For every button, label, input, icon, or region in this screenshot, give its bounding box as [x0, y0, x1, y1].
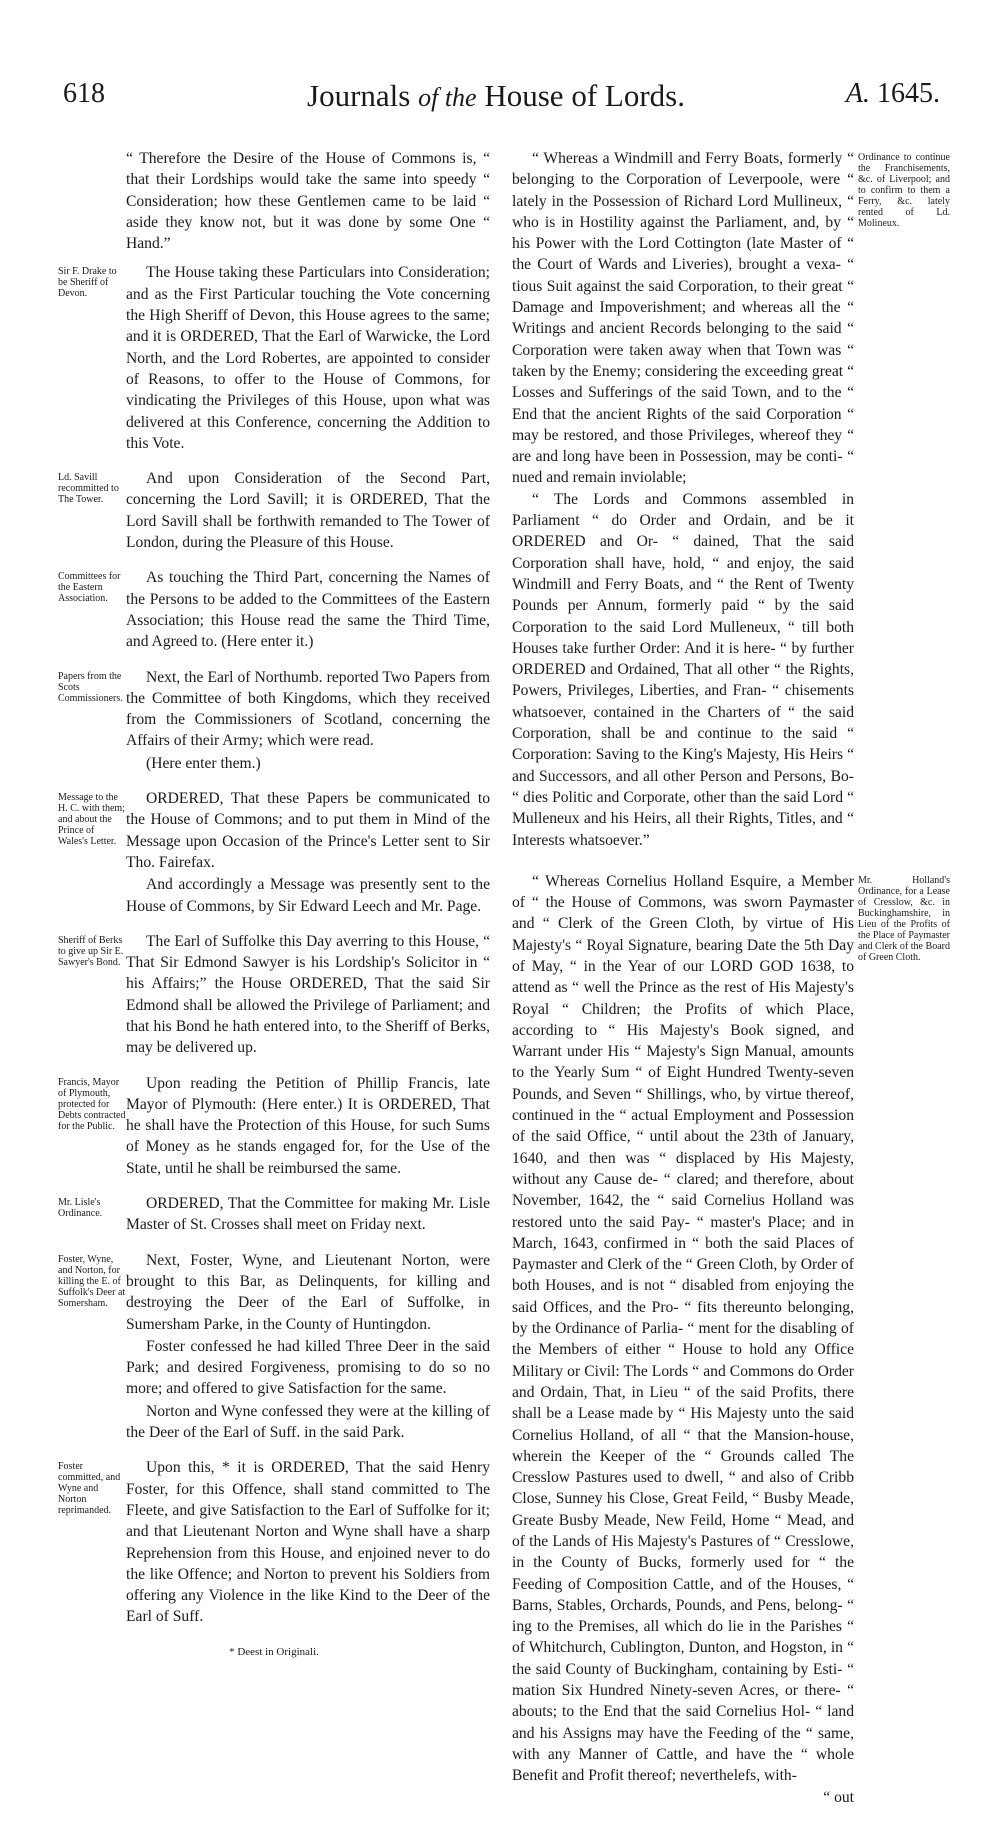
margin-note: Ld. Savill recommitted to The Tower.: [58, 472, 119, 506]
entry-deer: [58, 1250, 490, 1444]
page-header: [0, 78, 992, 132]
paragraph: And accordingly a Message was presently sent to the House of Commons, by Sir Edward Leech and Mr. Page.: [126, 876, 490, 915]
margin-note: Papers from the Scots Commissioners.: [58, 670, 123, 704]
paragraph: Next, Foster, Wyne, and Lieutenant Norton, were brought to this Bar, as Delinquents, for killing and destroying the Deer of the Earl of Suffolke, in Sumersham Parke, in the County of Huntingdon.: [126, 1251, 490, 1333]
paragraph: ORDERED, That the Committee for making Mr. Lisle Master of St. Crosses shall meet on Friday next.: [126, 1195, 490, 1234]
paragraph: “ Whereas a Windmill and Ferry Boats, formerly “ belonging to the Corporation of Leverpoole, were “ lately in the Possession of Richard Lord Mullineux, “ who is in Hostility against the Parliament, and, by “ his Power with the Lord Cottington (late Master of “ the Court of Wards and Liveries), brought a vexa- “ tious Suit against the said Corporation, to their great “ Damage and Impoverishment; and whereas all the “ Writings and ancient Records belonging to the said “ Corporation were taken away when that Town was “ taken by the Enemy; considering the exceeding great “ Losses and Sufferings of the said Town, and to the “ End that the ancient Rights of the said Corporation “ may be restored, and those Privileges, whereof they “ are and long have been in Possession, may be conti- “ nued and remain inviolable;: [512, 150, 854, 487]
margin-note: Sir F. Drake to be Sheriff of Devon.: [58, 266, 117, 300]
paragraph: Norton and Wyne confessed they were at the killing of the Deer of the Earl of Suff. in the said Park.: [126, 1402, 490, 1442]
margin-note: Committees for the Eastern Association.: [58, 571, 121, 605]
entry-sheriff-berks: [58, 931, 490, 1059]
year-prefix: A.: [845, 78, 870, 109]
paragraph: The House taking these Particulars into Consideration; and as the First Particular touching the Vote concerning the High Sheriff of Devon, this House agrees to the same; and it is ORDERED, That the Earl of Warwicke, the Lord North, and the Lord Robertes, are appointed to consider of Reasons, to offer to the House of Commons, for vindicating the Privileges of this House, upon what was delivered at this Conference, concerning the Addition to this Vote.: [126, 264, 490, 452]
entry-scots-papers: [58, 667, 490, 774]
entry-francis: [58, 1073, 490, 1179]
running-title: [0, 78, 992, 114]
paragraph: (Here enter them.): [146, 754, 261, 772]
entry-committees: [58, 567, 490, 652]
margin-note: Francis, Mayor of Plymouth, protected for Debts contracted for the Public.: [58, 1076, 126, 1132]
paragraph: “ Whereas Cornelius Holland Esquire, a Member of “ the House of Commons, was sworn Paymaster and “ Clerk of the Green Cloth, by virtue of His Majesty's “ Royal Signature, bearing Date the 5th Day of May, “ in the Year of our LORD GOD 1638, to attend as “ well the Prince as the rest of His Majesty's Royal “ Children; the Profits of which Place, according to “ His Majesty's Book signed, and Warrant under His “ Majesty's Sign Manual, amounts to the Yearly Sum “ of Eight Hundred Twenty-seven Pounds, and Seven “ Shillings, who, by virtue thereof, continued in the “ actual Employment and Possession of the said Office, “ until about the 23th of January, 1640, and then was “ displaced by His Majesty, without any Cause de- “ clared; and therefore, about November, 1642, the “ said Cornelius Holland was restored unto the said Pay- “ master's Place; and in March, 1643, confirmed in “ both the said Places of Paymaster and Clerk of the “ Green Cloth, by Order of both Houses, and is not “ disabled from enjoying the said Offices, and the Pro- “ fits thereunto belonging, by the Ordinance of Parlia- “ ment for the disabling of the Members of either “ House to hold any Office Military or Civil: The Lords “ and Commons do Order and Ordain, That, in Lieu “ of the said Profits, there shall be a Lease made by “ His Majesty unto the said Cornelius Holland, of all “ that the Mansion-house, wherein the Keeper of the “ Grounds called The Cresslow Pastures used to dwell, “ and also of Cribb Close, Sunney his Close, Great Feild, “ Busby Meade, Greate Busby Meade, New Feild, Home “ Mead, and of the Lands of His Majesty's Pastures of “ Cresslowe, in the County of Bucks, formerly used for “ the Feeding of Composition Cattle, and of the Houses, “ Barns, Stables, Orchards, Pounds, and Pens, belong- “ ing to the Premises, all which do lie in the Parishes “ of Whitchurch, Cublington, Dunton, and Hogston, in “ the said County of Buckingham, containing by Esti- “ mation Six Hundred Ninety-seven Acres, or there- “ abouts; to the End that the said Cornelius Hol- “ land and his Assigns may have the Feeding of the “ same, with any Manner of Cattle, and have the “ whole Benefit and Profit thereof; neverthelefs, with-: [512, 872, 854, 1785]
entry-lisle: [58, 1193, 490, 1236]
right-column: [512, 148, 950, 1828]
paragraph: The Earl of Suffolke this Day averring to this House, “ That Sir Edmond Sawyer is his Lordship's Solicitor in “ his Affairs;” the House ORDERED, That the said Sir Edmond shall be allowed the Privilege of Parliament; and that his Bond he hath entered into, to the Sheriff of Berks, may be delivered up.: [126, 932, 490, 1057]
intro-paragraph: “ Therefore the Desire of the House of Commons is, “ that their Lordships would take the same into speedy “ Consideration; how these Gentlemen came to be laid “ aside they know not, but it was done by some One “ Hand.”: [126, 150, 490, 253]
entry-savill: [58, 468, 490, 553]
intro-entry: [58, 148, 490, 254]
entry-holland: [512, 871, 950, 1808]
title-of: of the: [418, 83, 477, 112]
entry-message: [58, 788, 490, 917]
catchword: “ out: [823, 1788, 854, 1806]
paragraph: ORDERED, That these Papers be communicated to the House of Commons; and to put them in Mind of the Message upon Occasion of the Prince's Letter sent to Sir Tho. Fairefax.: [126, 790, 490, 871]
paragraph: As touching the Third Part, concerning the Names of the Persons to be added to the Committees of the Eastern Association; this House read the same the Third Time, and Agreed to. (Here enter it.): [126, 569, 490, 651]
margin-note: Mr. Holland's Ordinance, for a Lease of Cresslow, &c. in Buckinghamshire, in Lieu of the Profits of the Place of Paymaster and Clerk of the Board of Green Cloth.: [858, 874, 950, 963]
paragraph: And upon Consideration of the Second Part, concerning the Lord Savill; it is ORDERED, That the Lord Savill shall be forthwith remanded to The Tower of London, during the Pleasure of this House.: [126, 470, 490, 552]
margin-note: Ordinance to continue the Franchisements, &c. of Liverpool; and to confirm to them a Ferry, &c. lately rented of Ld. Molineux.: [858, 152, 950, 229]
footnote: * Deest in Originali.: [229, 1645, 319, 1658]
year: 1645.: [870, 78, 940, 109]
left-column: [58, 148, 490, 1663]
paragraph: Next, the Earl of Northumb. reported Two Papers from the Committee of both Kingdoms, which they received from the Commissioners of Scotland, concerning the Affairs of their Army; which were read.: [126, 668, 490, 750]
title-pre: Journals: [307, 78, 419, 113]
margin-note: Foster, Wyne, and Norton, for killing the E. of Suffolk's Deer at Somersham.: [58, 1253, 126, 1309]
paragraph: Foster confessed he had killed Three Deer in the said Park; and desired Forgiveness, promising to do so no more; and offered to give Satisfaction for the same.: [126, 1337, 490, 1398]
page-number: 618: [63, 78, 105, 109]
margin-note: Mr. Lisle's Ordinance.: [58, 1197, 103, 1220]
entry-liverpool: [512, 148, 950, 851]
margin-note: Foster committed, and Wyne and Norton reprimanded.: [58, 1461, 121, 1517]
margin-note: Message to the H. C. with them; and about the Prince of Wales's Letter.: [58, 792, 125, 848]
margin-note: Sheriff of Berks to give up Sir E. Sawyer's Bond.: [58, 934, 124, 968]
paragraph: “ The Lords and Commons assembled in Parliament “ do Order and Ordain, and be it ORDERED and Or- “ dained, That the said Corporation shall have, hold, “ and enjoy, the said Windmill and Ferry Boats, and “ the Rent of Twenty Pounds per Annum, formerly paid “ by the said Corporation to the said Lord Mulleneux, “ till both Houses take further Order: And it is here- “ by further ORDERED and Ordained, That all other “ the Rights, Powers, Privileges, Liberties, and Fran- “ chisements whatsoever, contained in the Charters of “ the said Corporation, shall be and continue to the said “ Corporation: Saving to the King's Majesty, His Heirs “ and Successors, and all other Person and Persons, Bo- “ dies Politic and Corporate, other than the said Lord “ Mulleneux and his Heirs, all their Rights, Titles, and “ Interests whatsoever.”: [512, 490, 854, 849]
year-heading: [846, 78, 940, 110]
paragraph: Upon reading the Petition of Phillip Francis, late Mayor of Plymouth: (Here enter.) It is ORDERED, That he shall have the Protection of this House, for such Sums of Money as he stands engaged for, for the Use of the State, until he shall be reimbursed the same.: [126, 1074, 490, 1177]
entry-foster-committed: [58, 1457, 490, 1627]
title-post: House of Lords.: [476, 78, 685, 113]
entry-drake: [58, 262, 490, 454]
paragraph: Upon this, * it is ORDERED, That the said Henry Foster, for this Offence, shall stand committed to The Fleete, and give Satisfaction to the Earl of Suffolke for it; and that Lieutenant Norton and Wyne shall have a sharp Reprehension from this House, and enjoined never to do the like Offence; and Norton to prevent his Soldiers from offering any Violence in the like Kind to the Deer of the Earl of Suff.: [126, 1459, 490, 1626]
